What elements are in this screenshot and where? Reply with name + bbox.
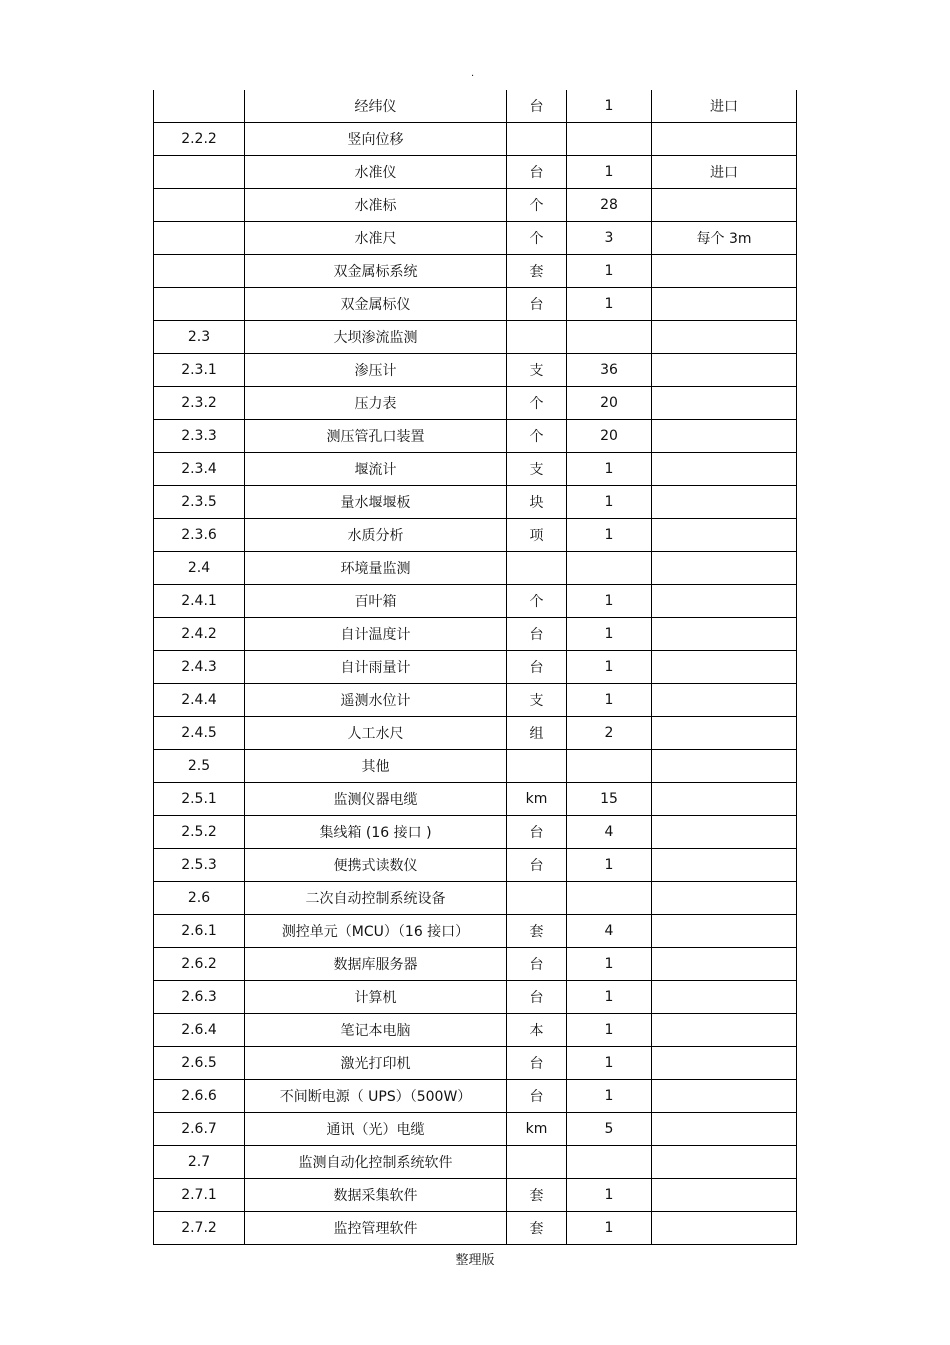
table-row bbox=[154, 651, 797, 684]
item-unit-cell: 套 bbox=[507, 1179, 567, 1212]
table-row bbox=[154, 684, 797, 717]
item-number-cell bbox=[154, 90, 245, 123]
item-unit-cell: 个 bbox=[507, 189, 567, 222]
item-remark-cell bbox=[652, 255, 797, 288]
table-row bbox=[154, 618, 797, 651]
item-name-cell: 大坝渗流监测 bbox=[245, 321, 507, 354]
item-number-cell: 2.7.1 bbox=[154, 1179, 245, 1212]
item-remark-cell: 每个 3m bbox=[652, 222, 797, 255]
item-remark-cell bbox=[652, 585, 797, 618]
table-row bbox=[154, 90, 797, 123]
item-unit-cell: 台 bbox=[507, 1047, 567, 1080]
table-row bbox=[154, 948, 797, 981]
table-row bbox=[154, 255, 797, 288]
item-unit-cell: 本 bbox=[507, 1014, 567, 1047]
table-row bbox=[154, 156, 797, 189]
table-row bbox=[154, 1113, 797, 1146]
item-number-cell: 2.5.2 bbox=[154, 816, 245, 849]
item-quantity-cell: 1 bbox=[567, 651, 652, 684]
item-unit-cell: 台 bbox=[507, 948, 567, 981]
table-row bbox=[154, 519, 797, 552]
item-name-cell: 测压管孔口装置 bbox=[245, 420, 507, 453]
item-quantity-cell: 20 bbox=[567, 387, 652, 420]
table-row bbox=[154, 321, 797, 354]
item-remark-cell bbox=[652, 1146, 797, 1179]
item-remark-cell bbox=[652, 783, 797, 816]
item-quantity-cell: 1 bbox=[567, 849, 652, 882]
item-name-cell: 双金属标系统 bbox=[245, 255, 507, 288]
item-quantity-cell: 20 bbox=[567, 420, 652, 453]
item-unit-cell: 台 bbox=[507, 156, 567, 189]
item-name-cell: 测控单元（MCU）（16 接口） bbox=[245, 915, 507, 948]
table-row bbox=[154, 486, 797, 519]
item-unit-cell bbox=[507, 1146, 567, 1179]
item-remark-cell bbox=[652, 816, 797, 849]
item-remark-cell bbox=[652, 288, 797, 321]
item-number-cell: 2.6 bbox=[154, 882, 245, 915]
table-row bbox=[154, 453, 797, 486]
item-number-cell bbox=[154, 255, 245, 288]
item-number-cell: 2.4.1 bbox=[154, 585, 245, 618]
item-number-cell: 2.6.7 bbox=[154, 1113, 245, 1146]
table-row bbox=[154, 750, 797, 783]
item-quantity-cell: 1 bbox=[567, 486, 652, 519]
item-unit-cell: 台 bbox=[507, 90, 567, 123]
item-number-cell: 2.6.6 bbox=[154, 1080, 245, 1113]
item-remark-cell bbox=[652, 1080, 797, 1113]
table-row bbox=[154, 882, 797, 915]
item-remark-cell bbox=[652, 981, 797, 1014]
table-row bbox=[154, 1047, 797, 1080]
item-remark-cell bbox=[652, 1014, 797, 1047]
item-unit-cell: 台 bbox=[507, 651, 567, 684]
item-name-cell: 水质分析 bbox=[245, 519, 507, 552]
item-name-cell: 监测仪器电缆 bbox=[245, 783, 507, 816]
item-unit-cell bbox=[507, 882, 567, 915]
item-quantity-cell bbox=[567, 321, 652, 354]
item-remark-cell bbox=[652, 1179, 797, 1212]
item-name-cell: 自计雨量计 bbox=[245, 651, 507, 684]
item-unit-cell: km bbox=[507, 783, 567, 816]
item-number-cell: 2.6.1 bbox=[154, 915, 245, 948]
item-unit-cell: 项 bbox=[507, 519, 567, 552]
item-remark-cell bbox=[652, 750, 797, 783]
item-name-cell: 数据库服务器 bbox=[245, 948, 507, 981]
item-quantity-cell: 4 bbox=[567, 915, 652, 948]
item-name-cell: 人工水尺 bbox=[245, 717, 507, 750]
item-number-cell: 2.3.5 bbox=[154, 486, 245, 519]
item-quantity-cell bbox=[567, 882, 652, 915]
item-number-cell: 2.6.4 bbox=[154, 1014, 245, 1047]
item-number-cell: 2.6.3 bbox=[154, 981, 245, 1014]
item-name-cell: 监测自动化控制系统软件 bbox=[245, 1146, 507, 1179]
item-name-cell: 遥测水位计 bbox=[245, 684, 507, 717]
item-unit-cell: 个 bbox=[507, 387, 567, 420]
item-name-cell: 计算机 bbox=[245, 981, 507, 1014]
table-row bbox=[154, 222, 797, 255]
item-quantity-cell bbox=[567, 552, 652, 585]
item-name-cell: 通讯（光）电缆 bbox=[245, 1113, 507, 1146]
table-row bbox=[154, 783, 797, 816]
item-name-cell: 激光打印机 bbox=[245, 1047, 507, 1080]
item-unit-cell: 台 bbox=[507, 981, 567, 1014]
table-row bbox=[154, 387, 797, 420]
item-quantity-cell: 1 bbox=[567, 684, 652, 717]
item-number-cell: 2.5 bbox=[154, 750, 245, 783]
item-unit-cell bbox=[507, 750, 567, 783]
item-quantity-cell: 4 bbox=[567, 816, 652, 849]
item-number-cell: 2.3.1 bbox=[154, 354, 245, 387]
item-number-cell: 2.4.2 bbox=[154, 618, 245, 651]
item-remark-cell bbox=[652, 882, 797, 915]
item-remark-cell bbox=[652, 453, 797, 486]
item-remark-cell bbox=[652, 321, 797, 354]
item-remark-cell: 进口 bbox=[652, 90, 797, 123]
item-remark-cell bbox=[652, 354, 797, 387]
table-row bbox=[154, 717, 797, 750]
item-remark-cell: 进口 bbox=[652, 156, 797, 189]
item-number-cell: 2.6.5 bbox=[154, 1047, 245, 1080]
equipment-table-body bbox=[154, 90, 797, 1245]
item-name-cell: 双金属标仪 bbox=[245, 288, 507, 321]
item-remark-cell bbox=[652, 849, 797, 882]
item-unit-cell: 个 bbox=[507, 222, 567, 255]
item-number-cell: 2.7.2 bbox=[154, 1212, 245, 1245]
item-quantity-cell: 1 bbox=[567, 948, 652, 981]
item-quantity-cell: 1 bbox=[567, 1014, 652, 1047]
item-unit-cell: 台 bbox=[507, 849, 567, 882]
table-row bbox=[154, 1212, 797, 1245]
item-quantity-cell: 1 bbox=[567, 1047, 652, 1080]
item-name-cell: 水准仪 bbox=[245, 156, 507, 189]
item-unit-cell: 支 bbox=[507, 453, 567, 486]
item-number-cell: 2.4 bbox=[154, 552, 245, 585]
table-row bbox=[154, 816, 797, 849]
item-remark-cell bbox=[652, 1113, 797, 1146]
item-remark-cell bbox=[652, 618, 797, 651]
item-remark-cell bbox=[652, 552, 797, 585]
item-name-cell: 渗压计 bbox=[245, 354, 507, 387]
table-row bbox=[154, 189, 797, 222]
item-number-cell: 2.5.3 bbox=[154, 849, 245, 882]
item-number-cell: 2.3.4 bbox=[154, 453, 245, 486]
item-name-cell: 经纬仪 bbox=[245, 90, 507, 123]
item-name-cell: 堰流计 bbox=[245, 453, 507, 486]
item-quantity-cell: 1 bbox=[567, 156, 652, 189]
item-quantity-cell: 1 bbox=[567, 255, 652, 288]
item-remark-cell bbox=[652, 1047, 797, 1080]
item-quantity-cell: 1 bbox=[567, 585, 652, 618]
item-name-cell: 水准尺 bbox=[245, 222, 507, 255]
table-row bbox=[154, 123, 797, 156]
item-name-cell: 量水堰堰板 bbox=[245, 486, 507, 519]
table-row bbox=[154, 1179, 797, 1212]
item-name-cell: 环境量监测 bbox=[245, 552, 507, 585]
item-name-cell: 笔记本电脑 bbox=[245, 1014, 507, 1047]
item-remark-cell bbox=[652, 651, 797, 684]
item-name-cell: 竖向位移 bbox=[245, 123, 507, 156]
item-number-cell: 2.4.3 bbox=[154, 651, 245, 684]
item-name-cell: 监控管理软件 bbox=[245, 1212, 507, 1245]
table-row bbox=[154, 1080, 797, 1113]
item-remark-cell bbox=[652, 915, 797, 948]
item-unit-cell: 台 bbox=[507, 816, 567, 849]
item-number-cell bbox=[154, 222, 245, 255]
item-quantity-cell: 1 bbox=[567, 90, 652, 123]
item-number-cell: 2.3.6 bbox=[154, 519, 245, 552]
item-unit-cell: 套 bbox=[507, 915, 567, 948]
item-number-cell: 2.7 bbox=[154, 1146, 245, 1179]
item-number-cell bbox=[154, 288, 245, 321]
item-remark-cell bbox=[652, 189, 797, 222]
table-row bbox=[154, 849, 797, 882]
item-unit-cell: 台 bbox=[507, 288, 567, 321]
item-number-cell: 2.4.4 bbox=[154, 684, 245, 717]
item-quantity-cell bbox=[567, 123, 652, 156]
item-name-cell: 其他 bbox=[245, 750, 507, 783]
item-unit-cell: 台 bbox=[507, 1080, 567, 1113]
item-unit-cell: 套 bbox=[507, 255, 567, 288]
item-remark-cell bbox=[652, 948, 797, 981]
item-unit-cell: km bbox=[507, 1113, 567, 1146]
item-remark-cell bbox=[652, 420, 797, 453]
item-unit-cell bbox=[507, 552, 567, 585]
item-unit-cell: 套 bbox=[507, 1212, 567, 1245]
item-quantity-cell: 1 bbox=[567, 288, 652, 321]
page-footer: 整理版 bbox=[455, 1253, 495, 1268]
item-number-cell: 2.5.1 bbox=[154, 783, 245, 816]
item-number-cell: 2.6.2 bbox=[154, 948, 245, 981]
item-name-cell: 集线箱 (16 接口 ) bbox=[245, 816, 507, 849]
header-mark: · bbox=[471, 71, 475, 82]
item-quantity-cell bbox=[567, 750, 652, 783]
item-number-cell: 2.3.3 bbox=[154, 420, 245, 453]
item-quantity-cell: 1 bbox=[567, 618, 652, 651]
item-remark-cell bbox=[652, 387, 797, 420]
table-row bbox=[154, 288, 797, 321]
item-number-cell: 2.4.5 bbox=[154, 717, 245, 750]
item-unit-cell: 支 bbox=[507, 684, 567, 717]
item-unit-cell: 块 bbox=[507, 486, 567, 519]
item-unit-cell bbox=[507, 123, 567, 156]
item-unit-cell: 组 bbox=[507, 717, 567, 750]
item-name-cell: 不间断电源（ UPS）（500W） bbox=[245, 1080, 507, 1113]
item-name-cell: 自计温度计 bbox=[245, 618, 507, 651]
item-name-cell: 便携式读数仪 bbox=[245, 849, 507, 882]
item-name-cell: 百叶箱 bbox=[245, 585, 507, 618]
item-remark-cell bbox=[652, 123, 797, 156]
item-unit-cell bbox=[507, 321, 567, 354]
item-quantity-cell: 15 bbox=[567, 783, 652, 816]
item-quantity-cell: 36 bbox=[567, 354, 652, 387]
table-row bbox=[154, 915, 797, 948]
item-name-cell: 水准标 bbox=[245, 189, 507, 222]
table-row bbox=[154, 1146, 797, 1179]
item-quantity-cell: 2 bbox=[567, 717, 652, 750]
item-remark-cell bbox=[652, 519, 797, 552]
item-unit-cell: 台 bbox=[507, 618, 567, 651]
equipment-table bbox=[153, 90, 797, 1245]
item-number-cell bbox=[154, 156, 245, 189]
item-number-cell bbox=[154, 189, 245, 222]
item-number-cell: 2.2.2 bbox=[154, 123, 245, 156]
item-unit-cell: 个 bbox=[507, 585, 567, 618]
item-quantity-cell bbox=[567, 1146, 652, 1179]
item-quantity-cell: 1 bbox=[567, 1179, 652, 1212]
table-row bbox=[154, 981, 797, 1014]
item-quantity-cell: 1 bbox=[567, 453, 652, 486]
table-row bbox=[154, 552, 797, 585]
item-unit-cell: 支 bbox=[507, 354, 567, 387]
item-number-cell: 2.3 bbox=[154, 321, 245, 354]
item-remark-cell bbox=[652, 486, 797, 519]
item-quantity-cell: 1 bbox=[567, 1212, 652, 1245]
item-quantity-cell: 5 bbox=[567, 1113, 652, 1146]
table-row bbox=[154, 585, 797, 618]
item-number-cell: 2.3.2 bbox=[154, 387, 245, 420]
item-quantity-cell: 28 bbox=[567, 189, 652, 222]
item-name-cell: 二次自动控制系统设备 bbox=[245, 882, 507, 915]
table-row bbox=[154, 354, 797, 387]
item-quantity-cell: 1 bbox=[567, 1080, 652, 1113]
item-name-cell: 压力表 bbox=[245, 387, 507, 420]
item-name-cell: 数据采集软件 bbox=[245, 1179, 507, 1212]
item-quantity-cell: 3 bbox=[567, 222, 652, 255]
item-remark-cell bbox=[652, 1212, 797, 1245]
item-remark-cell bbox=[652, 684, 797, 717]
item-unit-cell: 个 bbox=[507, 420, 567, 453]
item-remark-cell bbox=[652, 717, 797, 750]
item-quantity-cell: 1 bbox=[567, 519, 652, 552]
table-row bbox=[154, 420, 797, 453]
table-row bbox=[154, 1014, 797, 1047]
item-quantity-cell: 1 bbox=[567, 981, 652, 1014]
